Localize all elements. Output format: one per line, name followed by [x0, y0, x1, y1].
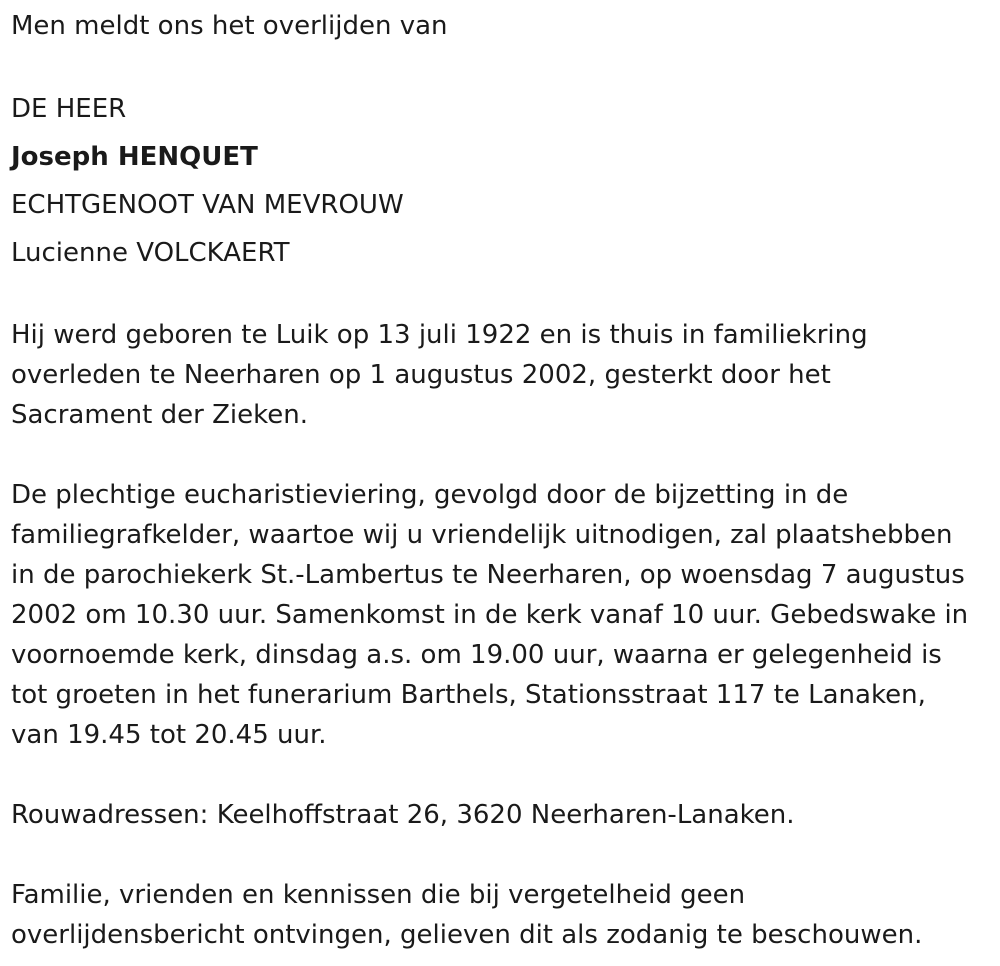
paragraph-line: in de parochiekerk St.-Lambertus te Neerharen, op woensdag 7 augustus [11, 560, 965, 590]
paragraph-line: overlijdensbericht ontvingen, gelieven dit als zodanig te beschouwen. [11, 920, 923, 950]
paragraph-line: overleden te Neerharen op 1 augustus 2002, gesterkt door het [11, 360, 831, 390]
paragraph-line: De plechtige eucharistieviering, gevolgd door de bijzetting in de [11, 480, 849, 510]
birth-paragraph [11, 315, 996, 435]
spacer [11, 46, 996, 85]
closing-paragraph [11, 875, 996, 955]
paragraph-line: tot groeten in het funerarium Barthels, Stationsstraat 117 te Lanaken, [11, 680, 926, 710]
paragraph-line: Sacrament der Zieken. [11, 400, 308, 430]
paragraph-line: 2002 om 10.30 uur. Samenkomst in de kerk vanaf 10 uur. Gebedswake in [11, 600, 969, 630]
mourning-address: Rouwadressen: Keelhoffstraat 26, 3620 Neerharen-Lanaken. [11, 800, 795, 830]
paragraph-line: voornoemde kerk, dinsdag a.s. om 19.00 uur, waarna er gelegenheid is [11, 640, 942, 670]
spacer [11, 277, 996, 315]
spacer [11, 835, 996, 875]
funeral-paragraph [11, 475, 996, 755]
intro-text: Men meldt ons het overlijden van [11, 11, 448, 41]
spacer [11, 755, 996, 795]
paragraph-line: Familie, vrienden en kennissen die bij vergetelheid geen [11, 880, 746, 910]
deceased-name: Joseph HENQUET [11, 142, 258, 172]
spouse-name: Lucienne VOLCKAERT [11, 238, 290, 268]
paragraph-line: familiegrafkelder, waartoe wij u vriendelijk uitnodigen, zal plaatshebben [11, 520, 953, 550]
spacer [11, 435, 996, 475]
obituary-notice [11, 0, 996, 955]
title-text: DE HEER [11, 94, 127, 124]
relation-text: ECHTGENOOT VAN MEVROUW [11, 190, 404, 220]
paragraph-line: van 19.45 tot 20.45 uur. [11, 720, 327, 750]
deceased-heading [11, 85, 996, 277]
paragraph-line: Hij werd geboren te Luik op 13 juli 1922 en is thuis in familiekring [11, 320, 868, 350]
